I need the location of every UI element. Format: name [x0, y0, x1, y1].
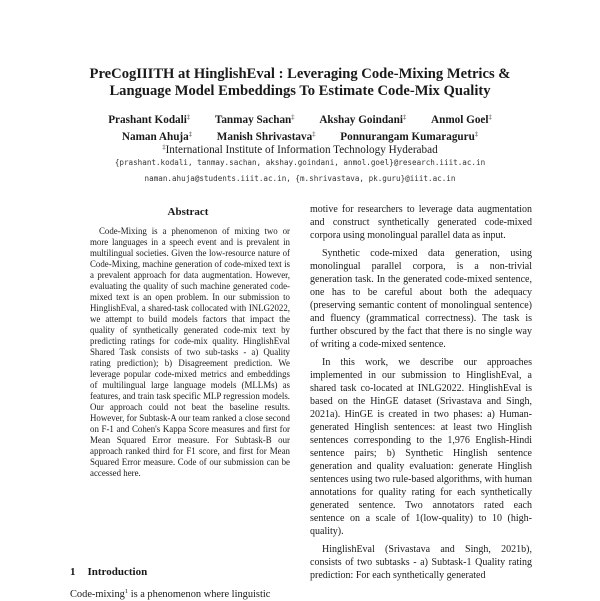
section-heading-introduction [70, 566, 147, 578]
abstract-paragraph: Code-Mixing is a phenomenon of mixing two or more languages in a speech event and is prevalent in multilingual societies. Given the low-resource nature of Code-Mixing, machine generation of code-mixed text is a prevalent approach for data augmentation. However, evaluating the quality of such machine generated code-mixed text is an open problem. In our submission to HinglishEval, a shared-task collocated with INLG2022, we attempt to build models factors that impact the quality of synthetically generated code-mix text by predicting ratings for code-mix quality. HinglishEval Shared Task consists of two sub-tasks - a) Quality rating prediction); b) Disagreement prediction. We leverage popular code-mixed metrics and embeddings of multilingual large language models (MLLMs) as features, and train task specific MLP regression models. Our approach could not beat the baseline results. However, for Subtask-A our team ranked a close second on F-1 and Cohen's Kappa Score measures and first for Mean Squared Error measure. For Subtask-B our approach ranked third for F1 score, and first for Mean Squared Error measure. Code of our submission can be accessed here. [90, 226, 290, 478]
author: Tanmay Sachan‡ [214, 114, 295, 126]
author: Ponnurangam Kumaraguru‡ [340, 130, 479, 143]
section-number: 1 [70, 566, 76, 578]
author-row-1 [40, 111, 560, 128]
abstract-heading: Abstract [167, 206, 209, 218]
author: Akshay Goindani‡ [319, 114, 407, 126]
title-line-2: Language Model Embeddings To Estimate Code-Mix Quality [109, 82, 491, 99]
section-title: Introduction [87, 566, 148, 578]
author-emails [40, 155, 560, 186]
introduction-first-line: Code-mixing$^1$ is a phenomenon where linguistic [70, 588, 271, 600]
body-paragraph: motive for researchers to leverage data augmentation and construct synthetically generated code-mixed corpora using monolingual parallel data as input. [310, 204, 532, 241]
author: Anmol Goel‡ [431, 114, 492, 126]
affiliation: ‡International Institute of Information Technology Hyderabad [162, 144, 438, 156]
email-line-1: {prashant.kodali, tanmay.sachan, akshay.goindani, anmol.goel}@research.iiit.ac.in [114, 158, 486, 167]
author-list [40, 111, 560, 144]
author: Naman Ahuja‡ [121, 130, 192, 143]
email-line-2: naman.ahuja@students.iiit.ac.in, {m.shrivastava, pk.guru}@iiit.ac.in [144, 173, 456, 183]
author: Prashant Kodali‡ [108, 114, 191, 126]
right-column-body [310, 203, 532, 600]
title-line-1: PreCogIIITH at HinglishEval : Leveraging Code-Mixing Metrics & [89, 66, 511, 82]
body-paragraph: In this work, we describe our approaches implemented in our submission to HinglishEval, a shared task co-located at INLG2022. HinglishEval is based on the HinGE dataset (Srivastava and Singh, 2021a). HinGE is created in two phases: a) Human-generated Hinglish sentences: at least two Hinglish sentences corresponding to the 1,976 English-Hindi sentence pairs; b) Synthetic Hinglish sentence generation and quality evaluation: generate Hinglish sentences using two rule-based algorithms, with human annotations for quality rating for each synthetically generated sentence. Two annotators rated each sentence on a scale of 1(low-quality) to 10 (high-quality). [310, 357, 532, 537]
paper-title [40, 66, 560, 99]
body-paragraph: HinglishEval (Srivastava and Singh, 2021b), consists of two subtasks - a) Subtask-1 Quality rating prediction: For each synthetically generated [310, 544, 532, 581]
abstract-body [90, 226, 290, 546]
body-paragraph: Synthetic code-mixed data generation, using monolingual parallel corpora, is a non-trivial generation task. In the generated code-mixed sentence, one has to be careful about both the adequacy (preserving semantic content of monolingual sentence) and fluency (grammatical correctness). The task is further obscured by the fact that there is no single way of writing a code-mixed sentence. [310, 248, 532, 350]
author: Manish Shrivastava‡ [216, 130, 316, 143]
footnote-mark: 1 [124, 588, 129, 595]
